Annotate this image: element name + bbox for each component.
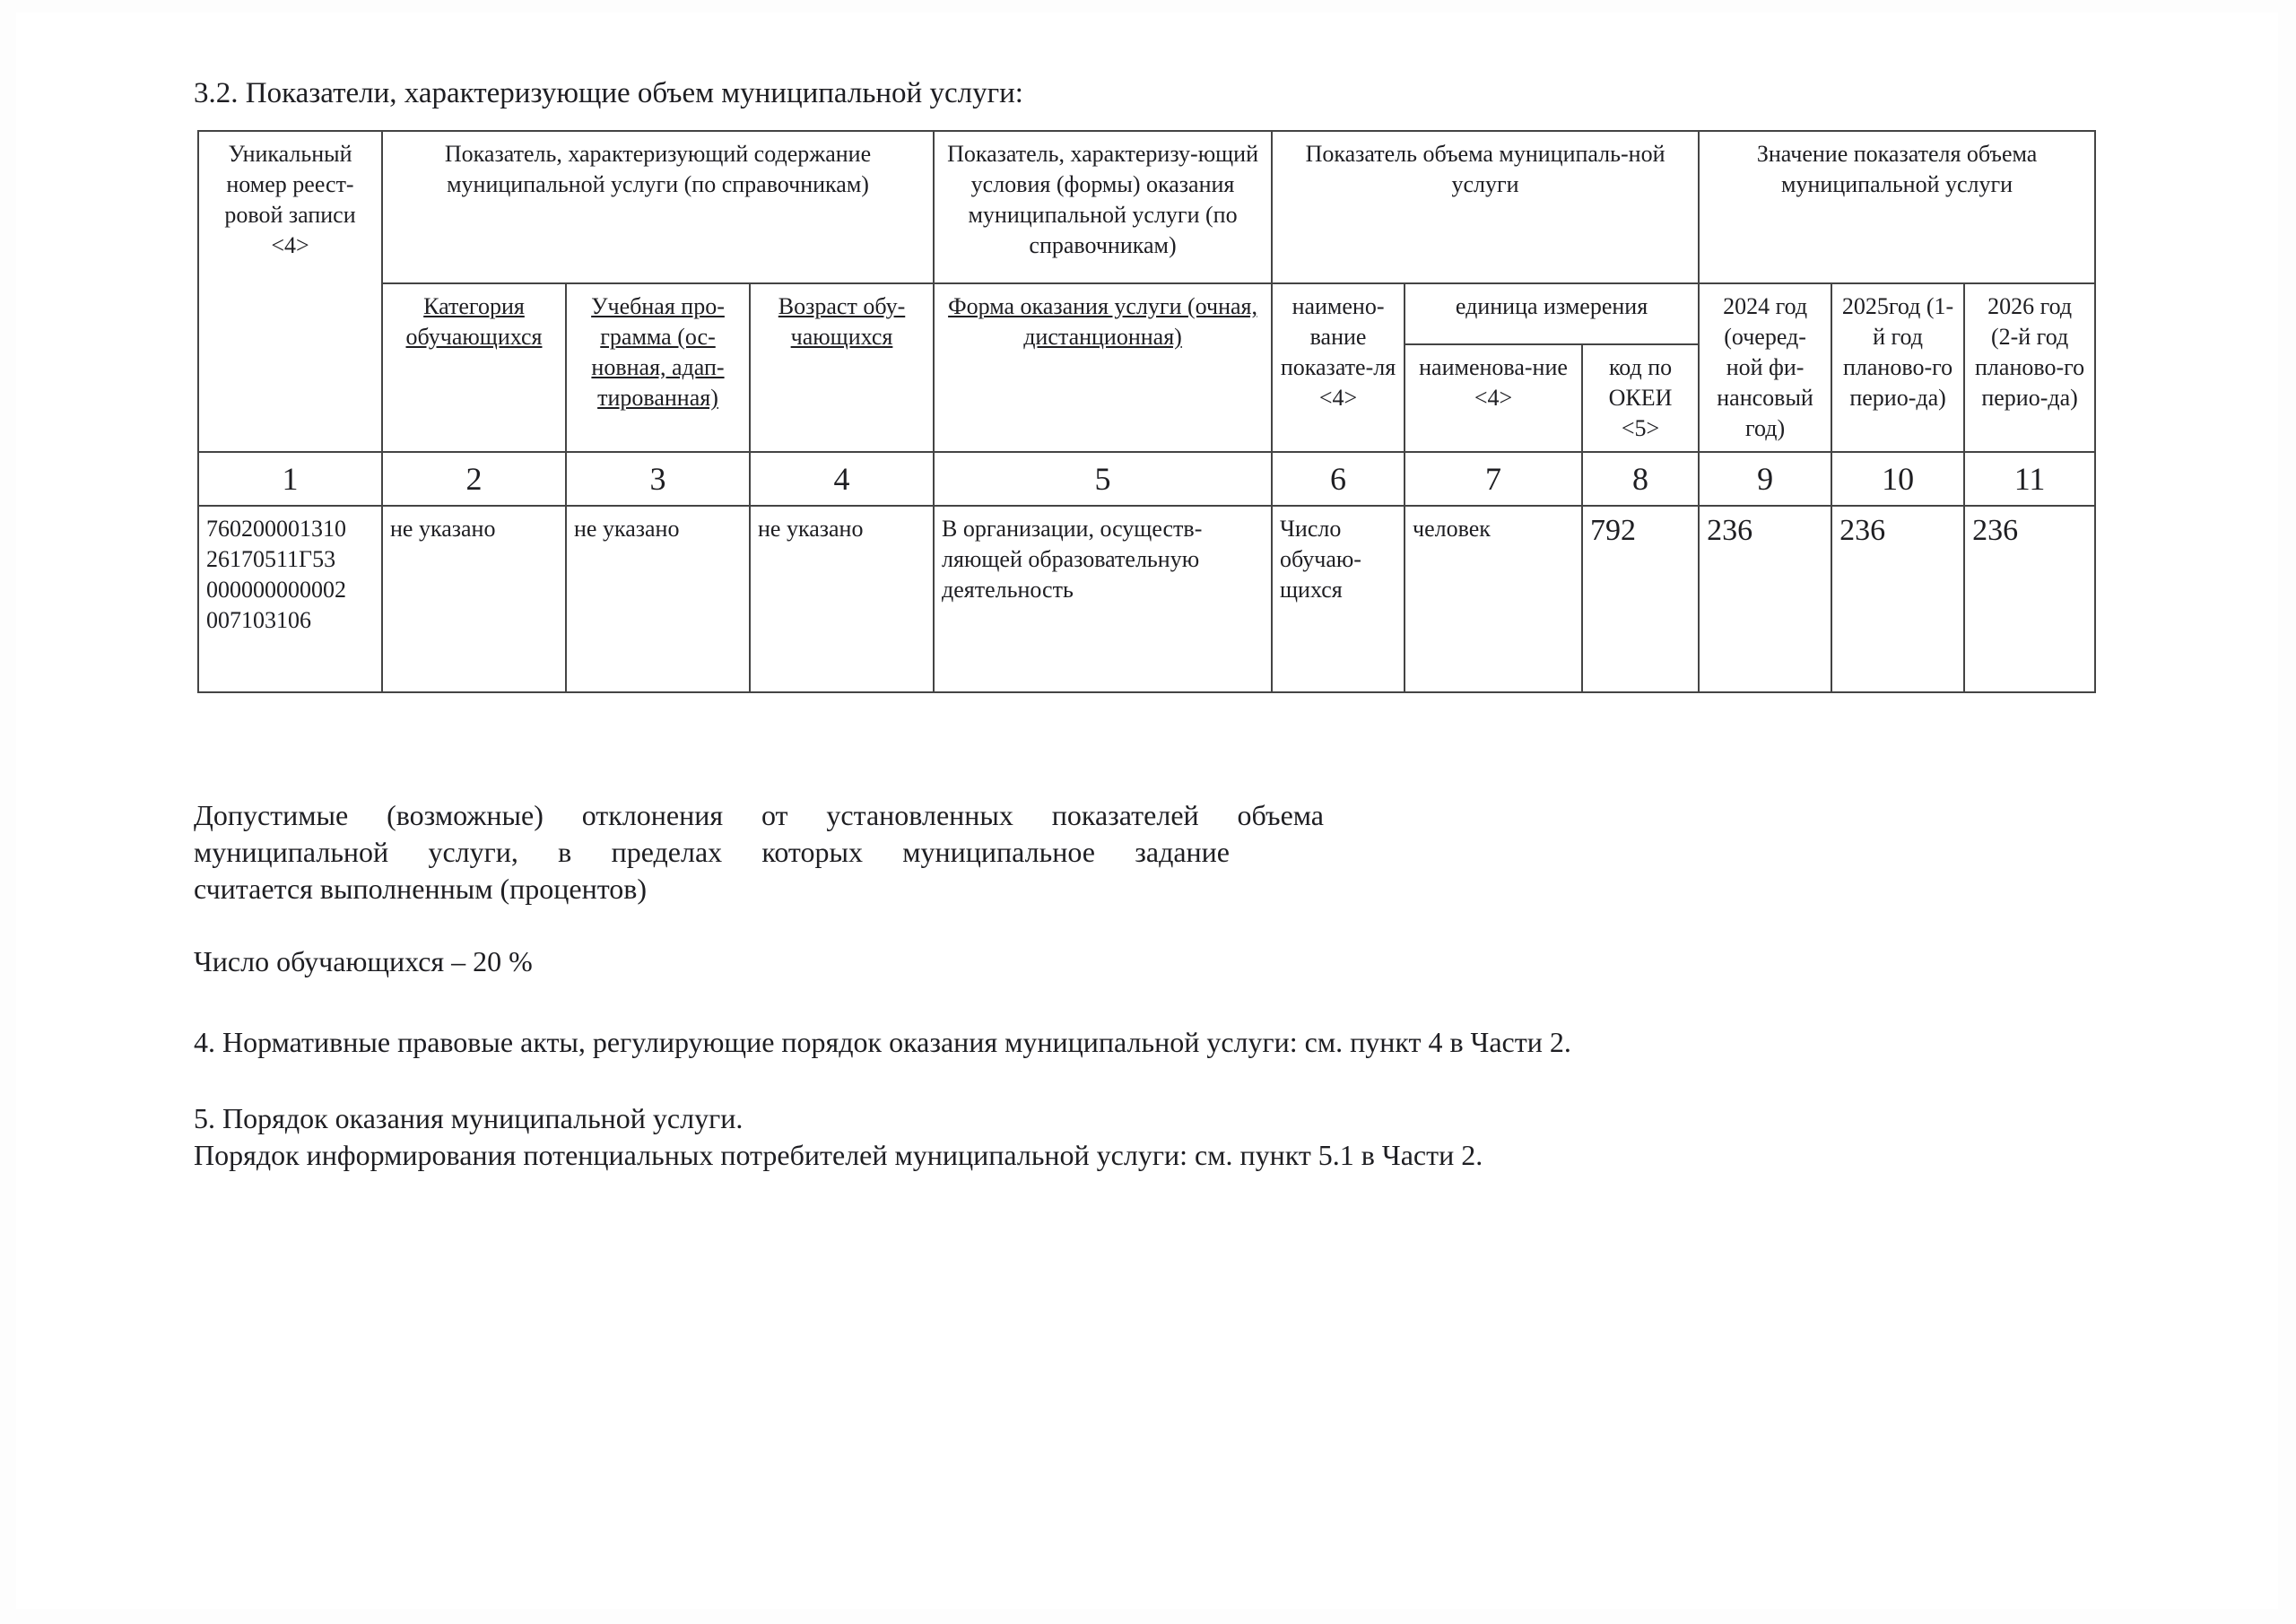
header-unique-number: Уникальный номер реест-ровой записи <4> — [198, 131, 382, 452]
header-age — [750, 283, 934, 452]
column-number: 5 — [934, 452, 1272, 506]
header-year-2024: 2024 год (очеред-ной фи-нансовый год) — [1699, 283, 1831, 452]
cell-value-2026: 236 — [1964, 506, 2095, 692]
header-form — [934, 283, 1272, 452]
section-5-title: 5. Порядок оказания муниципальной услуги. — [194, 1102, 744, 1134]
header-okei-code: код по ОКЕИ <5> — [1582, 344, 1699, 452]
volume-indicators-table — [197, 130, 2096, 693]
header-volume-indicator: Показатель объема муниципаль-ной услуги — [1272, 131, 1699, 283]
header-year-2025: 2025год (1-й год планово-го перио-да) — [1831, 283, 1964, 452]
column-number: 8 — [1582, 452, 1699, 506]
section-5-info: Порядок информирования потенциальных потребителей муниципальной услуги: см. пункт 5.1 в Части 2. — [194, 1139, 1483, 1171]
column-number: 9 — [1699, 452, 1831, 506]
cell-value-2024: 236 — [1699, 506, 1831, 692]
header-program — [566, 283, 750, 452]
column-number: 1 — [198, 452, 382, 506]
header-form-text: Форма оказания услуги (очная, дистанционная) — [948, 293, 1257, 350]
deviation-line-3: считается выполненным (процентов) — [194, 873, 648, 905]
deviation-paragraph — [194, 797, 1324, 908]
column-number: 2 — [382, 452, 566, 506]
section-4-text: 4. Нормативные правовые акты, регулирующие порядок оказания муниципальной услуги: см. пункт 4 в Части 2. — [194, 1026, 1571, 1058]
section-title: 3.2. Показатели, характеризующие объем муниципальной услуги: — [194, 77, 1023, 109]
column-number: 4 — [750, 452, 934, 506]
deviation-value: Число обучающихся – 20 % — [194, 945, 533, 977]
header-unit: единица измерения — [1405, 283, 1699, 344]
section-5 — [194, 1100, 1483, 1174]
deviation-line-2: муниципальной услуги, в пределах которых муниципальное задание — [194, 836, 1230, 868]
header-indicator-name: наимено-вание показате-ля <4> — [1272, 283, 1405, 452]
cell-registry-code: 760200001310 26170511Г53 000000000002 007103106 — [198, 506, 382, 692]
table-row — [198, 506, 2095, 692]
cell-program: не указано — [566, 506, 750, 692]
header-category — [382, 283, 566, 452]
column-number: 7 — [1405, 452, 1582, 506]
cell-okei: 792 — [1582, 506, 1699, 692]
cell-age: не указано — [750, 506, 934, 692]
column-number: 3 — [566, 452, 750, 506]
cell-form: В организации, осуществ-ляющей образовательную деятельность — [934, 506, 1272, 692]
deviation-line-1: Допустимые (возможные) отклонения от установленных показателей объема — [194, 799, 1324, 831]
column-number: 10 — [1831, 452, 1964, 506]
cell-unit: человек — [1405, 506, 1582, 692]
column-number: 6 — [1272, 452, 1405, 506]
header-unit-name: наименова-ние <4> — [1405, 344, 1582, 452]
cell-category: не указано — [382, 506, 566, 692]
column-number: 11 — [1964, 452, 2095, 506]
header-age-text: Возраст обу-чающихся — [778, 293, 906, 350]
header-conditions-indicator: Показатель, характеризу-ющий условия (формы) оказания муниципальной услуги (по справочникам) — [934, 131, 1272, 283]
header-program-text: Учебная про-грамма (ос-новная, адап-тированная) — [591, 293, 725, 411]
cell-value-2025: 236 — [1831, 506, 1964, 692]
cell-indicator: Число обучаю-щихся — [1272, 506, 1405, 692]
header-content-indicator: Показатель, характеризующий содержание муниципальной услуги (по справочникам) — [382, 131, 934, 283]
header-category-text: Категория обучающихся — [405, 293, 543, 350]
header-year-2026: 2026 год (2-й год планово-го перио-да) — [1964, 283, 2095, 452]
header-volume-value: Значение показателя объема муниципальной услуги — [1699, 131, 2095, 283]
